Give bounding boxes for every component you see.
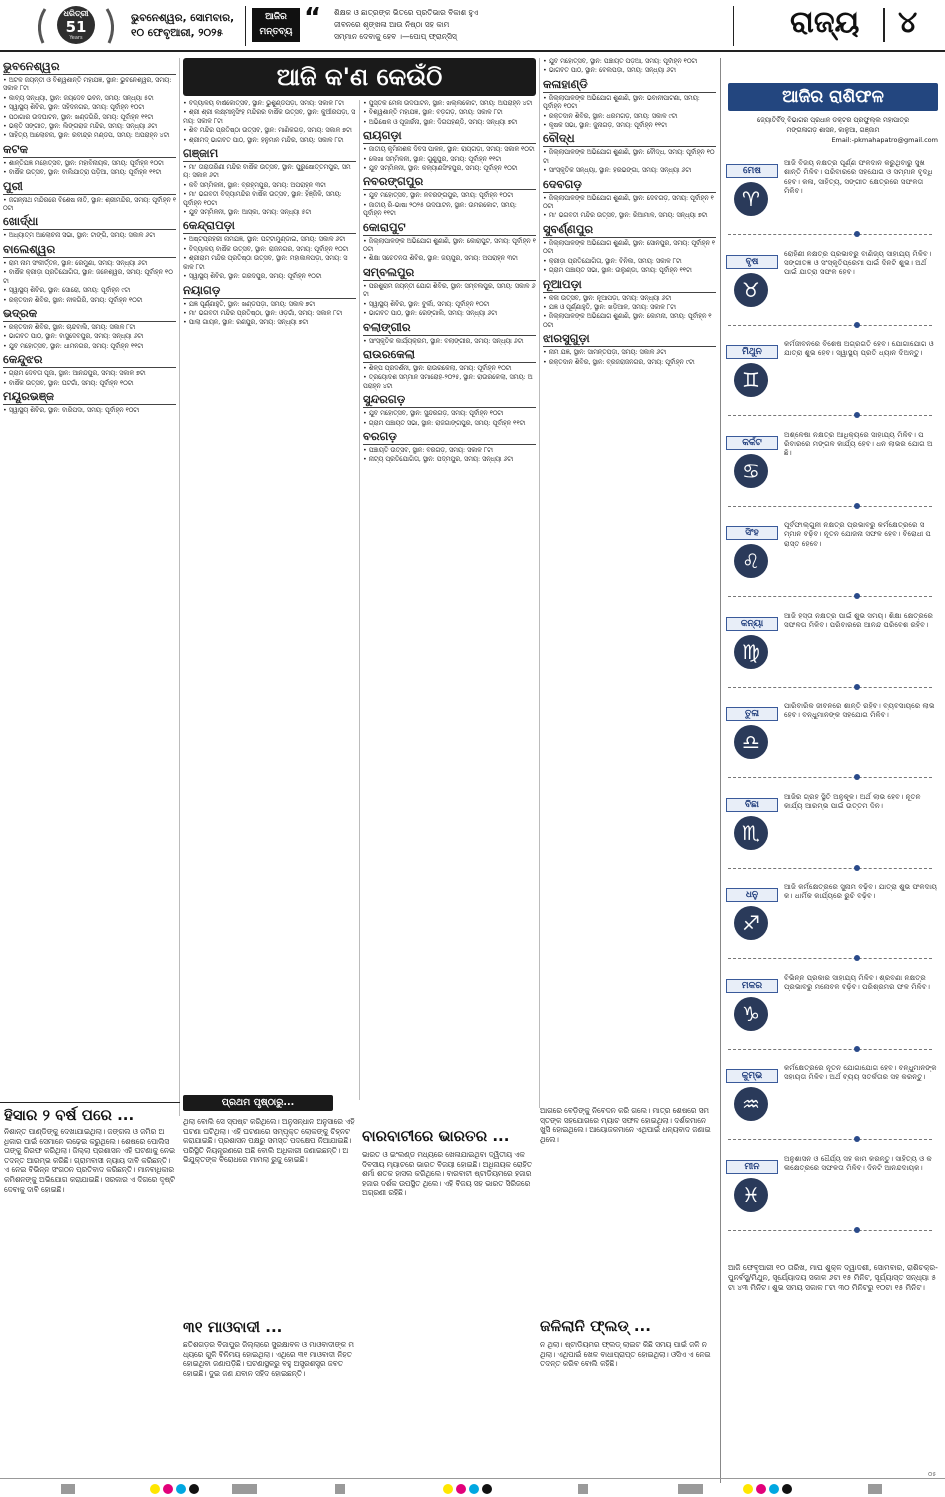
quote-mark-icon: “ <box>304 3 322 33</box>
events-banner <box>183 58 536 96</box>
zodiac-11-icon: ♒ <box>734 1087 768 1121</box>
district-heading: ଗଞ୍ଜାମ <box>183 146 219 161</box>
sign-name-label: ମୀନ <box>726 1160 778 1174</box>
district-underline <box>543 146 716 147</box>
sign-forecast-text: ଆଜିର ଗ୍ରହ ସ୍ଥିତି ଅନୁକୂଳ। ଅର୍ଥ ଲାଭ ହେବ। ନୂତନ କାର୍ଯ୍ୟ ଆରମ୍ଭ ପାଇଁ ଉତ୍ତମ ଦିନ। <box>784 791 921 810</box>
separator-dot <box>854 322 860 328</box>
event-item: • ନାଟ୍ୟ ପ୍ରତିଯୋଗିତା, ସ୍ଥାନ: ପଦ୍ମପୁର, ସମୟ: ସନ୍ଧ୍ୟା ୬ଟା <box>363 456 514 464</box>
quote-tag-line2: ମନ୍ତବ୍ୟ <box>259 27 293 37</box>
district-heading: କୋରାପୁଟ <box>363 219 406 234</box>
event-item: • ଶିଳ୍ପ ପ୍ରଦର୍ଶନୀ, ସ୍ଥାନ: ରାଉରକେଲା, ସମୟ: ପୂର୍ବାହ୍ନ ୧୦ଟା <box>363 364 512 372</box>
event-item: • ବାର୍ଷିକ କ୍ରୀଡ଼ା ପ୍ରତିଯୋଗିତା, ସ୍ଥାନ: ଜଳେଶ୍ୱର, ସମୟ: ପୂର୍ବାହ୍ନ ୧୦ଟା <box>3 269 173 285</box>
separator-dot <box>854 593 860 599</box>
district-heading: ବୌଦ୍ଧ <box>543 131 575 146</box>
event-item: • ଗ୍ରାମ ପଞ୍ଚାୟତ ସଭା, ସ୍ଥାନ: ରାଜଗାଙ୍ଗପୁର, ସମୟ: ପୂର୍ବାହ୍ନ ୧୧ଟା <box>363 419 526 427</box>
far-right-body: ନ ଥିଲା। ଷ୍ଟାଡିୟମର ଫ୍ଲଡ୍ ଲାଇଟ କିଛି ସମୟ ପାଇଁ ଜଳି ନଥିଲା। ଏଥିପାଇଁ ଖେଳ ବାଧାପ୍ରାପ୍ତ ହୋଇଥିଲା। ଓସିଏ ଏ ନେଇ ତଦନ୍ତ କରିବ ବୋଲି କହିଛି। <box>540 1340 711 1369</box>
events-banner-title: ଆଜି କ'ଣ କେଉଁଠି <box>276 63 443 91</box>
event-item: • ଅଟଳ ଜୟନ୍ତୀ ଓ ବିଶ୍ୱଶାନ୍ତି ମହାଯଜ୍ଞ, ସ୍ଥାନ: ଭୁବନେଶ୍ୱର, ସମୟ: ସକାଳ ୮ଟା <box>3 77 172 93</box>
sign-name-label: ଧନୁ <box>726 888 778 902</box>
event-item: • କଳା ଉତ୍ସବ, ସ୍ଥାନ: ନୂଆପଡ଼ା, ସମୟ: ସନ୍ଧ୍ୟା ୬ଟା <box>543 294 672 302</box>
dateline-date: ୧୦ ଫେବୃଆରୀ, ୨୦୨୫ <box>131 27 223 39</box>
column-divider <box>179 58 180 1116</box>
color-swatch <box>482 1484 492 1494</box>
articles-rule <box>0 1102 180 1103</box>
horoscope-author-line2: ମଙ୍ଗଳାଗଡ଼ ଶାସନ, କାଳୁଆ, ଗଞ୍ଜାମ <box>786 126 880 134</box>
sign-separator <box>728 1049 932 1050</box>
sign-separator <box>728 325 932 326</box>
registration-block <box>335 1484 345 1494</box>
district-heading: କଳାହାଣ୍ଡି <box>543 76 588 91</box>
color-swatch <box>782 1484 792 1494</box>
separator-dot <box>854 865 860 871</box>
paper-name: ଧରିତ୍ରୀ <box>63 9 89 18</box>
color-swatch <box>163 1484 173 1494</box>
horoscope-title-text: ଆଜିର ରାଶିଫଳ <box>782 87 884 107</box>
event-item: • ବାର୍ଷିକ ଉତ୍ସବ, ସ୍ଥାନ: ଘଟଗାଁ, ସମୟ: ପୂର୍ବାହ୍ନ ୧୦ଟା <box>3 379 134 387</box>
zodiac-4-icon: ♋ <box>734 454 768 488</box>
event-item: • ସାହିତ୍ୟ ଆଲୋଚନା, ସ୍ଥାନ: ରବୀନ୍ଦ୍ର ମଣ୍ଡପ, ସମୟ: ଅପରାହ୍ନ ୪ଟା <box>3 132 170 140</box>
separator-dot <box>854 231 860 237</box>
center-article-body: ଛତିଶଗଡ଼ର ବିଜାପୁର ଜିଲ୍ଲାରେ ସୁରକ୍ଷାବଳ ଓ ମାଓବାଦୀଙ୍କ ମଧ୍ୟରେ ଗୁଳି ବିନିମୟ ହୋଇଥିଲା। ଏଥିରେ ୩୧ ମାଓବାଦୀ ନିହତ ହୋଇଥିବା ଜଣାପଡ଼ିଛି। ଘଟଣାସ୍ଥଳରୁ ବହୁ ଅସ୍ତ୍ରଶସ୍ତ୍ର ଜବତ ହୋଇଛି। ଦୁଇ ଜଣ ଯବାନ ସହିଦ ହୋଇଛନ୍ତି। <box>183 1340 354 1378</box>
district-heading: ଦେବଗଡ଼ <box>543 176 582 191</box>
continued-tag <box>183 1095 333 1111</box>
event-item: • ଜିଲ୍ଲାପାଳଙ୍କ ଅଭିଯୋଗ ଶୁଣାଣି, ସ୍ଥାନ: ଦେବଗଡ଼, ସମୟ: ପୂର୍ବାହ୍ନ ୧୦ଟା <box>543 194 714 211</box>
event-item: • ରକ୍ତଦାନ ଶିବିର, ସ୍ଥାନ: ଚାନ୍ଦବାଲି, ସମୟ: ସକାଳ ୮ଟା <box>3 323 136 331</box>
quote-line3: ସମ୍ମାନ ଦେବାକୁ ହେବ ।—ପୋପ୍ ଫ୍ରାନ୍ସିସ୍ <box>334 32 457 41</box>
sign-forecast-text: ରୋହିଣୀ ନକ୍ଷତ୍ର ପ୍ରଭାବରୁ ବାଣିଜ୍ୟ ସାହାଯ୍ୟ ମିଳିବ। ସଙ୍ଗୀତଜ୍ଞ ଓ ସଂସ୍କୃତିପ୍ରେମୀ ପାଇଁ ଦିନଟି ଶୁଭ। ଅର୍ଥ ପାଇଁ ଯାତ୍ରା ସଫଳ ହେବ। <box>784 248 932 277</box>
sign-forecast-text: ପାରିବାରିକ ଜୀବନରେ ଶାନ୍ତି ରହିବ। ବ୍ୟବସାୟରେ ଲାଭ ହେବ। ବନ୍ଧୁମାନଙ୍କ ସହଯୋଗ ମିଳିବ। <box>784 701 935 720</box>
right-article-body: ଭାରତ ଓ ଇଂଲଣ୍ଡ ମଧ୍ୟରେ ଖେଳାଯାଇଥିବା ଦ୍ୱିତୀୟ ଏକଦିବସୀୟ ମ୍ୟାଚରେ ଭାରତ ବିଜୟୀ ହୋଇଛି। ଅଧିନାୟକ ରୋହିତ ଶର୍ମା ଶତକ ହାସଲ କରିଥିଲେ। ବାରବାଟୀ ଷ୍ଟାଡିୟମରେ ହଜାର ହଜାର ଦର୍ଶକ ଉପସ୍ଥିତ ଥିଲେ। ଏହି ବିଜୟ ସହ ଭାରତ ସିରିଜରେ ଅଗ୍ରଣୀ ରହିଛି। <box>362 1150 533 1198</box>
event-item: • ବିଦ୍ୟାଳୟ ବାର୍ଷିକୋତ୍ସବ, ସ୍ଥାନ: ଭୁଶୁଣ୍ଡିପଡ଼ା, ସମୟ: ସକାଳ ୮ଟା <box>183 100 344 107</box>
column-divider <box>539 58 540 1108</box>
event-item: • ପୁସ୍ତକ ମେଳା ଉଦଘାଟନ, ସ୍ଥାନ: ଖଲ୍ଲିକୋଟ, ସମୟ: ଅପରାହ୍ନ ୪ଟା <box>363 100 533 107</box>
event-item: • ଶ୍ରୀରାମ ମନ୍ଦିର ପ୍ରତିଷ୍ଠା ଉତ୍ସବ, ସ୍ଥାନ: ମହାକାଳପଡ଼ା, ସମୟ: ସକାଳ ୮ଟା <box>183 255 348 271</box>
separator-dot <box>854 955 860 961</box>
color-swatch <box>743 1484 753 1494</box>
sign-name-label: ମେଷ <box>726 164 778 178</box>
masthead <box>0 0 945 50</box>
district-heading: ଝାରସୁଗୁଡ଼ା <box>543 331 590 346</box>
event-item: • କ୍ରୀଡ଼ା ପ୍ରତିଯୋଗିତା, ସ୍ଥାନ: ବିନିକା, ସମୟ: ସକାଳ ୮ଟା <box>543 257 682 265</box>
left-article-body: ନିଶାନ୍ତ ପାଣ୍ଡିଙ୍କୁ ଦେଖାଯାଇଥିଲା। ଜଙ୍ଗଲ ଓ ଜମିର ଅଧିକାର ପାଇଁ ସେମାନେ ଲଢ଼େଇ କରୁଥିଲେ। ଶେଷରେ ପୋଲିସ ତାଙ୍କୁ ଗିରଫ କରିଥିଲା। ଜିଲ୍ଲା ପ୍ରଶାସନ ଏହି ଘଟଣାକୁ ନେଇ ତଦନ୍ତ ଆରମ୍ଭ କରିଛି। ଗ୍ରାମବାସୀ ନ୍ୟାୟ ଦାବି କରିଛନ୍ତି। ଏ ନେଇ ବିଭିନ୍ନ ସଂଗଠନ ପ୍ରତିବାଦ କରିଛନ୍ତି। ମାନବାଧିକାର କମିଶନଙ୍କୁ ଅଭିଯୋଗ କରାଯାଇଛି। ସରକାର ଏ ଦିଗରେ ଦୃଷ୍ଟି ଦେବାକୁ ଦାବି ହୋଇଛି। <box>4 1127 175 1194</box>
event-item: • ଭାଗବତ ପାଠ, ସ୍ଥାନ: ବାସୁଦେବପୁର, ସମୟ: ସନ୍ଧ୍ୟା ୬ଟା <box>3 333 144 341</box>
district-heading: ମୟୂରଭଞ୍ଜ <box>3 388 54 403</box>
quote-line2: ଜୀବନରେ ଶୃଙ୍ଖଳା ଆଉ ନିଷ୍ଠା ସହ କାମ <box>334 20 450 29</box>
district-underline <box>3 404 176 405</box>
sign-forecast-text: ବିଭିନ୍ନ ପ୍ରକାର ସାହାଯ୍ୟ ମିଳିବ। ଶ୍ରବଣା ନକ୍ଷତ୍ର ପ୍ରଭାବରୁ ମନୋବଳ ବଢ଼ିବ। ପରିଶ୍ରମର ଫଳ ମିଳିବ। <box>784 972 930 991</box>
district-underline <box>363 280 536 281</box>
color-swatch <box>176 1484 186 1494</box>
color-swatch <box>769 1484 779 1494</box>
district-heading: ଭଦ୍ରକ <box>3 305 38 320</box>
horoscope-divider <box>720 58 721 1483</box>
event-item: • ମା' ତାରାତାରିଣୀ ମନ୍ଦିର ବାର୍ଷିକ ଉତ୍ସବ, ସ୍ଥାନ: ପୁରୁଷୋତ୍ତମପୁର, ସମୟ: ସକାଳ ୬ଟା <box>183 164 351 180</box>
sign-separator <box>728 777 932 778</box>
section-title: ରାଜ୍ୟ <box>790 5 860 40</box>
district-underline <box>543 192 716 193</box>
far-right-top-body: ଆଗରେ ବେଡ଼ିଙ୍କୁ ନିବେଦନ କରି ଗଲେ। ମାତ୍ର ଶେଷରେ ସମସ୍ତଙ୍କ ସହଯୋଗରେ ମ୍ୟାଚ ସଫଳ ହୋଇଥିଲା। ଦର୍ଶକମାନେ ଖୁସି ହୋଇଥିଲେ। ଆୟୋଜକମାନେ ଏଥିପାଇଁ ଧନ୍ୟବାଦ ଜଣାଇଥିଲେ। <box>540 1106 711 1144</box>
event-item: • ଶାନ୍ତିଯଜ୍ଞ ମହୋତ୍ସବ, ସ୍ଥାନ: ମହାବିନାୟକ, ସମୟ: ପୂର୍ବାହ୍ନ ୧୦ଟା <box>3 159 164 167</box>
district-underline <box>543 237 716 238</box>
event-item: • ନାମ ଯଜ୍ଞ, ସ୍ଥାନ: ସାମନ୍ତପଡ଼ା, ସମୟ: ସକାଳ ୬ଟା <box>543 349 667 357</box>
zodiac-6-icon: ♍ <box>734 635 768 669</box>
district-underline <box>543 346 716 347</box>
dateline-place: ଭୁବନେଶ୍ୱର, ସୋମବାର, <box>131 12 235 24</box>
event-item: • ଭାଗବତ ପାଠ, ସ୍ଥାନ: ରେଙ୍ଗାଲି, ସମୟ: ସନ୍ଧ୍ୟା ୬ଟା <box>363 310 498 318</box>
sign-name-label: କର୍କଟ <box>726 436 778 450</box>
event-item: • ସାଂସ୍କୃତିକ ସନ୍ଧ୍ୟା, ସ୍ଥାନ: ହରଭଙ୍ଗା, ସମୟ: ସନ୍ଧ୍ୟା ୬ଟା <box>543 167 692 175</box>
event-item: • ବିଶ୍ୱଶାନ୍ତି ମହାଯଜ୍ଞ, ସ୍ଥାନ: ବଡ଼ଗଡ଼, ସମୟ: ସକାଳ ୮ଟା <box>363 109 503 117</box>
events-column-1 <box>3 58 176 1116</box>
sign-name-label: କୁମ୍ଭ <box>726 1069 778 1083</box>
event-item: • ପଞ୍ଚାୟତି ଉତ୍ସବ, ସ୍ଥାନ: ବରଗଡ଼, ସମୟ: ସକାଳ ୮ଟା <box>363 446 493 454</box>
district-heading: ରାଉରକେଲା <box>363 346 415 361</box>
years-number: 51 <box>65 18 87 36</box>
zodiac-12-icon: ♓ <box>734 1178 768 1212</box>
zodiac-5-icon: ♌ <box>734 544 768 578</box>
color-swatch <box>443 1484 453 1494</box>
sign-separator <box>728 415 932 416</box>
event-item: • ଶିକ୍ଷା ସଚେତନତା ଶିବିର, ସ୍ଥାନ: ଜୟପୁର, ସମୟ: ଅପରାହ୍ନ ୩ଟା <box>363 255 518 263</box>
district-heading: କେନ୍ଦ୍ରାପଡ଼ା <box>183 218 235 233</box>
event-item: • ଯୁବ ମହୋତ୍ସବ, ସ୍ଥାନ: ପଞ୍ଚାୟତ ପଡ଼ିଆ, ସମୟ: ପୂର୍ବାହ୍ନ ୧୦ଟା <box>543 58 698 65</box>
center-top-body: ଥିଲା ବୋଲି ସେ ସ୍ପଷ୍ଟ କରିଥିଲେ। ଅନୁସନ୍ଧାନ ଅନୁସାରେ ଏହି ଘଟଣା ଘଟିଥିଲା। ଏହି ଘଟଣାରେ ସମ୍ପୃକ୍ତ ଲୋକଙ୍କୁ ଚିହ୍ନଟ କରାଯାଇଛି। ପ୍ରଶାସନ ପକ୍ଷରୁ ସମସ୍ତ ପଦକ୍ଷେପ ନିଆଯାଇଛି। ପରିସ୍ଥିତି ନିୟନ୍ତ୍ରଣରେ ଅଛି ବୋଲି ଅଧିକାରୀ ଜଣାଇଛନ୍ତି। ଅଭିଯୁକ୍ତଙ୍କ ବିରୋଧରେ ମାମଲା ରୁଜୁ ହୋଇଛି। <box>183 1117 355 1165</box>
district-underline <box>363 189 536 190</box>
district-underline <box>363 362 536 363</box>
event-item: • ମା' ଭଗବତୀ ବିଦ୍ୟାମନ୍ଦିର ବାର୍ଷିକ ଉତ୍ସବ, ସ୍ଥାନ: ହିଞ୍ଜିଳି, ସମୟ: ପୂର୍ବାହ୍ନ ୧୦ଟା <box>183 191 342 207</box>
page-code: ୦୫ <box>928 1471 937 1478</box>
event-item: • ରକ୍ତଦାନ ଶିବିର, ସ୍ଥାନ: ବ୍ରଜରାଜନଗର, ସମୟ: ପୂର୍ବାହ୍ନ ୯ଟା <box>543 358 695 366</box>
district-heading: ନୂଆପଡ଼ା <box>543 276 582 291</box>
sign-separator <box>728 868 932 869</box>
event-item: • ଶିବ ମନ୍ଦିର ପ୍ରତିଷ୍ଠା ଉତ୍ସବ, ସ୍ଥାନ: ମାଣିକଗଡ଼, ସମୟ: ସକାଳ ୭ଟା <box>183 127 352 135</box>
district-underline <box>183 298 356 299</box>
far-right-headline: ଜଳିଲାନି ଫ୍ଲଡ୍ ... <box>540 1317 651 1335</box>
sign-name-label: ବିଛା <box>726 798 778 812</box>
zodiac-3-icon: ♊ <box>734 363 768 397</box>
event-item: • ଅଧ୍ୟାତ୍ମ ଆଲୋଚନା ସଭା, ସ୍ଥାନ: ଟାଙ୍ଗି, ସମୟ: ସକାଳ ୬ଟା <box>3 232 156 240</box>
district-underline <box>183 233 356 234</box>
event-item: • କବି ସମ୍ମିଳନୀ, ସ୍ଥାନ: ବ୍ରହ୍ମପୁର, ସମୟ: ଅପରାହ୍ନ ୩ଟା <box>183 181 326 189</box>
event-item: • ଶ୍ରୀ ଶ୍ରୀ ଲକ୍ଷ୍ମୀନୃସିଂହ ମନ୍ଦିରର ବାର୍ଷିକ ଉତ୍ସବ, ସ୍ଥାନ: କୁଆଁରପଡ଼ା, ସମୟ: ସକାଳ ୮ଟା <box>183 109 356 125</box>
sign-forecast-text: ଆଜି ହସ୍ତା ନକ୍ଷତ୍ର ପାଇଁ ଶୁଭ ସମୟ। ଶିକ୍ଷା କ୍ଷେତ୍ରରେ ସଫଳତା ମିଳିବ। ପରିବାରରେ ଆନନ୍ଦ ପରିବେଶ ରହିବ। <box>784 610 933 629</box>
event-item: • ଜାତୀୟ କୃମିନାଶକ ଦିବସ ପାଳନ, ସ୍ଥାନ: ରାୟଗଡ଼ା, ସମୟ: ସକାଳ ୧୦ଟା <box>363 146 535 154</box>
quote-line1: ଶିକ୍ଷକ ଓ ଛାତ୍ରଙ୍କ ଭିତରେ ପ୍ରତିଭାର ବିକାଶ ହୁଏ <box>334 8 479 17</box>
masthead-divider <box>245 6 246 46</box>
separator-dot <box>854 1136 860 1142</box>
zodiac-8-icon: ♏ <box>734 816 768 850</box>
continued-tag-text: ପ୍ରଥମ ପୃଷ୍ଠାରୁ... <box>221 1097 295 1108</box>
event-item: • ଯଜ୍ଞ ପୂର୍ଣ୍ଣାହୁତି, ସ୍ଥାନ: ଖଣ୍ଡପଡ଼ା, ସମୟ: ସକାଳ ୭ଟା <box>183 300 316 308</box>
district-heading: ବାଲେଶ୍ୱର <box>3 241 56 256</box>
center-article-headline: ୩୧ ମାଓବାଦୀ ... <box>183 1318 283 1336</box>
registration-block <box>868 1484 882 1494</box>
color-swatch <box>456 1484 466 1494</box>
event-item: • ରାମ ନାମ ସଂକୀର୍ତ୍ତନ, ସ୍ଥାନ: ରେମୁଣା, ସମୟ: ସନ୍ଧ୍ୟା ୬ଟା <box>3 259 148 267</box>
event-item: • ଯୁବ ମହୋତ୍ସବ, ସ୍ଥାନ: ଧାମନଗର, ସମୟ: ପୂର୍ବାହ୍ନ ୧୧ଟା <box>3 342 144 350</box>
event-item: • ଭକ୍ତି ସଙ୍ଗୀତ, ସ୍ଥାନ: ଲିଙ୍ଗରାଜ ମନ୍ଦିର, ସମୟ: ସନ୍ଧ୍ୟା ୬ଟା <box>3 123 158 131</box>
left-article-headline: ହିସାର ୨ ବର୍ଷ ପରେ ... <box>4 1106 135 1124</box>
event-item: • ଭାଗବତ ପାଠ, ସ୍ଥାନ: ବେଲପଡ଼ା, ସମୟ: ସନ୍ଧ୍ୟା ୬ଟା <box>543 67 676 75</box>
event-item: • ଯୁବ ମହୋତ୍ସବ, ସ୍ଥାନ: ସୁନ୍ଦରଗଡ଼, ସମୟ: ପୂର୍ବାହ୍ନ ୧୦ଟା <box>363 410 504 418</box>
footer-rule <box>0 1478 945 1479</box>
zodiac-1-icon: ♈ <box>734 182 768 216</box>
separator-dot <box>854 412 860 418</box>
horoscope-email: Email:-pkmahapatro@gmail.com <box>831 136 938 144</box>
district-underline <box>363 335 536 336</box>
separator-dot <box>854 774 860 780</box>
zodiac-9-icon: ♐ <box>734 906 768 940</box>
district-underline <box>183 161 356 162</box>
registration-block <box>232 1484 257 1494</box>
event-item: • ବାର୍ଷିକ ଉତ୍ସବ, ସ୍ଥାନ: ବାଲିଯାତ୍ରା ପଡ଼ିଆ, ସମୟ: ପୂର୍ବାହ୍ନ ୧୧ଟା <box>3 169 162 177</box>
event-item: • ପଠାଗାର ଉଦଘାଟନ, ସ୍ଥାନ: ଖଣ୍ଡଗିରି, ସମୟ: ପୂର୍ବାହ୍ନ ୧୧ଟା <box>3 113 154 121</box>
logo-emblem <box>33 3 119 47</box>
district-heading: କଟକ <box>3 141 28 156</box>
sign-forecast-text: ଅଶ୍ଳେଷା ନକ୍ଷତ୍ର ଆଧିକ୍ୟରେ ସାହାଯ୍ୟ ମିଳିବ। ପରିବାରରେ ମଙ୍ଗଳ କାର୍ଯ୍ୟ ହେବ। ଧନ ଲାଭର ଯୋଗ ଅଛି। <box>784 429 933 458</box>
event-item: • ଜିଲ୍ଲାପାଳଙ୍କ ଅଭିଯୋଗ ଶୁଣାଣି, ସ୍ଥାନ: ବୌଦ୍ଧ, ସମୟ: ପୂର୍ବାହ୍ନ ୧୦ଟା <box>543 149 715 165</box>
district-heading: ରାୟଗଡ଼ା <box>363 128 402 143</box>
event-item: • ରକ୍ତଦାନ ଶିବିର, ସ୍ଥାନ: ନୀଳଗିରି, ସମୟ: ପୂର୍ବାହ୍ନ ୧୦ଟା <box>3 296 143 304</box>
sign-name-label: ବୃଷ <box>726 255 778 269</box>
event-item: • ସ୍ୱାସ୍ଥ୍ୟ ଶିବିର, ସ୍ଥାନ: ଗରଦପୁର, ସମୟ: ପୂର୍ବାହ୍ନ ୧୦ଟା <box>183 273 322 281</box>
sign-separator <box>728 958 932 959</box>
sign-separator <box>728 596 932 597</box>
district-underline <box>3 321 176 322</box>
event-item: • ସ୍ୱାସ୍ଥ୍ୟ ଶିବିର, ସ୍ଥାନ: ସହିଦନଗର, ସମୟ: ପୂର୍ବାହ୍ନ ୧୦ଟା <box>3 104 145 112</box>
color-swatch <box>756 1484 766 1494</box>
event-item: • ସ୍ୱାସ୍ଥ୍ୟ ଶିବିର, ସ୍ଥାନ: ସୋରୋ, ସମୟ: ପୂର୍ବାହ୍ନ ୯ଟା <box>3 287 131 295</box>
column-divider <box>359 100 360 1100</box>
zodiac-2-icon: ♉ <box>734 273 768 307</box>
district-heading: ବରଗଡ଼ <box>363 428 397 443</box>
quote-tag <box>252 8 300 42</box>
quote-tag-line1: ଆଜିର <box>265 12 287 22</box>
separator-dot <box>854 1046 860 1052</box>
district-underline <box>3 257 176 258</box>
event-item: • ଲେଖା ସମ୍ମିଳନୀ, ସ୍ଥାନ: ଗୁଣୁପୁର, ସମୟ: ପୂର୍ବାହ୍ନ ୧୧ଟା <box>363 155 502 163</box>
district-underline <box>363 143 536 144</box>
masthead-divider-right <box>733 6 734 46</box>
sign-forecast-text: କର୍ମଜୀବନରେ ବିଶେଷ ଅଗ୍ରଗତି ହେବ। ଯୋଗାଯୋଗ ଓ ଯାତ୍ରା ଶୁଭ ହେବ। ସ୍ୱାସ୍ଥ୍ୟ ପ୍ରତି ଧ୍ୟାନ ଦିଅନ୍ତୁ। <box>784 339 934 358</box>
color-swatch <box>150 1484 160 1494</box>
event-item: • କାବ୍ୟ ସନ୍ଧ୍ୟା, ସ୍ଥାନ: ଜୟଦେବ ଭବନ, ସମୟ: ସନ୍ଧ୍ୟା ୫ଟା <box>3 94 154 102</box>
event-item: • ସାଂସ୍କୃତିକ କାର୍ଯ୍ୟକ୍ରମ, ସ୍ଥାନ: ବଲାଙ୍ଗୀର, ସମୟ: ସନ୍ଧ୍ୟା ୬ଟା <box>363 337 524 345</box>
district-underline <box>543 92 716 93</box>
registration-block <box>61 1484 75 1494</box>
registration-block <box>578 1484 588 1494</box>
right-article-headline: ବାରବାଟୀରେ ଭାରତର ... <box>362 1127 510 1145</box>
event-item: • ଶ୍ରୀମଦ୍ ଭାଗବତ ପାଠ, ସ୍ଥାନ: ହନୁମାନ ମନ୍ଦିର, ସମୟ: ସକାଳ ୮ଟା <box>183 136 344 144</box>
event-item: • ଜଗନ୍ନାଥ ମନ୍ଦିରରେ ବିଶେଷ ନୀତି, ସ୍ଥାନ: ଶ୍ରୀମନ୍ଦିର, ସମୟ: ପୂର୍ବାହ୍ନ ୧୦ଟା <box>3 196 176 213</box>
event-item: • ଜାତୀୟ ରି-ଭାଷା ୨୦୨୫ ଉଦଘାଟନ, ସ୍ଥାନ: ଉମରକୋଟ, ସମୟ: ପୂର୍ବାହ୍ନ ୧୧ଟା <box>363 201 517 218</box>
sign-name-label: କନ୍ୟା <box>726 617 778 631</box>
sign-forecast-text: ପୂର୍ବଫାଲ୍ଗୁନୀ ନକ୍ଷତ୍ର ପ୍ରଭାବରୁ କର୍ମକ୍ଷେତ୍ରରେ ସମ୍ମାନ ବଢ଼ିବ। ନୂତନ ଯୋଜନା ସଫଳ ହେବ। ବିରୋଧୀ ପରାସ୍ତ ହେବେ। <box>784 520 931 548</box>
district-underline <box>3 157 176 158</box>
event-item: • ଗ୍ରାମ ଦେବତା ପୂଜା, ସ୍ଥାନ: ଆନନ୍ଦପୁର, ସମୟ: ସକାଳ ୭ଟା <box>3 370 146 378</box>
horoscope-author-line1: ଜ୍ୟୋତିର୍ବିଦ୍ ବିଭାଗର ପ୍ରଧାନ ଡକ୍ଟର ପ୍ରଫୁଲ୍ଲ ମହାପାତ୍ର <box>757 116 909 124</box>
color-swatch <box>469 1484 479 1494</box>
separator-dot <box>854 503 860 509</box>
horoscope-title <box>728 83 938 111</box>
events-column-3 <box>363 100 536 1105</box>
district-underline <box>3 229 176 230</box>
event-item: • ରକ୍ତଦାନ ଶିବିର, ସ୍ଥାନ: ଧରମଗଡ଼, ସମୟ: ସକାଳ ୯ଟା <box>543 112 678 120</box>
district-heading: ବଲାଙ୍ଗୀର <box>363 319 411 334</box>
sign-separator <box>728 234 932 235</box>
page-number: ୪ <box>898 5 918 40</box>
event-item: • ମା' ଭଗବତୀ ମନ୍ଦିର ପ୍ରତିଷ୍ଠା, ସ୍ଥାନ: ଓଡ଼ଗାଁ, ସମୟ: ସକାଳ ୮ଟା <box>183 309 343 317</box>
registration-block <box>678 1484 703 1494</box>
district-heading: ସୁନ୍ଦରଗଡ଼ <box>363 392 406 407</box>
sign-separator <box>728 1139 932 1140</box>
sign-forecast-text: ଅନୁଶାସନ ଓ ଧୈର୍ଯ୍ୟ ସହ କାମ କରନ୍ତୁ। ସାହିତ୍ୟ ଓ କଳାକ୍ଷେତ୍ରରେ ସଫଳତା ମିଳିବ। ଦିନଟି ଆନନ୍ଦଦାୟକ। <box>784 1153 932 1172</box>
event-item: • ମା' ଭଗବତୀ ମନ୍ଦିର ଉତ୍ସବ, ସ୍ଥାନ: ରିଆମାଳ, ସମୟ: ସନ୍ଧ୍ୟା ୭ଟା <box>543 212 708 220</box>
masthead-rule <box>0 50 945 52</box>
separator-dot <box>854 1227 860 1233</box>
sign-separator <box>728 687 932 688</box>
district-underline <box>363 444 536 445</box>
horoscope-signs <box>724 150 940 1235</box>
event-item: • କୃଷକ ସଭା, ସ୍ଥାନ: ଜୁନାଗଡ଼, ସମୟ: ପୂର୍ବାହ୍ନ ୧୧ଟା <box>543 122 667 130</box>
event-item: • ସ୍ୱାସ୍ଥ୍ୟ ଶିବିର, ସ୍ଥାନ: ବୁର୍ଲା, ସମୟ: ପୂର୍ବାହ୍ନ ୧୦ଟା <box>363 300 490 308</box>
district-underline <box>543 292 716 293</box>
event-item: • ଜିଲ୍ଲାପାଳଙ୍କ ଅଭିଯୋଗ ଶୁଣାଣି, ସ୍ଥାନ: କୋମନା, ସମୟ: ପୂର୍ବାହ୍ନ ୧୦ଟା <box>543 313 712 329</box>
district-underline <box>363 407 536 408</box>
sign-name-label: ସିଂହ <box>726 526 778 540</box>
color-swatch <box>189 1484 199 1494</box>
event-item: • ପରଶୁରାମ ଜୟନ୍ତୀ ଯୋଗ ଶିବିର, ସ୍ଥାନ: ସମ୍ବଲପୁର, ସମୟ: ସକାଳ ୬ଟା <box>363 282 536 299</box>
district-underline <box>3 74 176 75</box>
event-item: • ବିଦ୍ୟାଳୟ ବାର୍ଷିକ ଉତ୍ସବ, ସ୍ଥାନ: ରାଜନଗର, ସମୟ: ପୂର୍ବାହ୍ନ ୧୦ଟା <box>183 245 349 253</box>
sign-separator <box>728 506 932 507</box>
district-heading: ସମ୍ବଲପୁର <box>363 264 415 279</box>
years-label: Years <box>69 35 83 41</box>
event-item: • ଯୁବ ସମ୍ମିଳନୀ, ସ୍ଥାନ: କଳ୍ୟାଣସିଂହପୁର, ସମୟ: ପୂର୍ବାହ୍ନ ୧୦ଟା <box>363 165 518 173</box>
event-item: • ଜିଲ୍ଲାପାଳଙ୍କ ଅଭିଯୋଗ ଶୁଣାଣି, ସ୍ଥାନ: ସୋନପୁର, ସମୟ: ପୂର୍ବାହ୍ନ ୧୦ଟା <box>543 239 716 256</box>
event-item: • ଅଷ୍ଟପ୍ରହରୀ ନାମଯଜ୍ଞ, ସ୍ଥାନ: ପଟ୍ଟାମୁଣ୍ଡାଇ, ସମୟ: ସକାଳ ୬ଟା <box>183 236 346 244</box>
events-column-2 <box>183 100 356 1105</box>
sign-name-label: ମିଥୁନ <box>726 345 778 359</box>
event-item: • ପାଲା ଗାୟନ, ସ୍ଥାନ: ରଣପୁର, ସମୟ: ସନ୍ଧ୍ୟା ୭ଟା <box>183 319 309 327</box>
sign-forecast-text: ଆଜି ବିଜୟ ନକ୍ଷତ୍ର ପୂର୍ଣ୍ଣ ଫଳଦାନ କରୁଥିବାରୁ ସୁଖ ଶାନ୍ତି ମିଳିବ। ପରିବାରରେ ସହଯୋଗ ଓ ସମ୍ମାନ ବୃଦ୍ଧି ହେବ। କଳା, ସାହିତ୍ୟ, ସଙ୍ଗୀତ କ୍ଷେତ୍ରରେ ସଫଳତା ମିଳିବ। <box>784 158 933 196</box>
zodiac-7-icon: ♎ <box>734 725 768 759</box>
panjika-text: ଆଜି ଫେବୃଆରୀ ୧୦ ତାରିଖ, ମାଘ ଶୁକ୍ଳ ଦ୍ୱାଦଶୀ, ସୋମବାର, ରାଶିଚକ୍ର-ପୁନର୍ବସୁ/ମିଥୁନ, ସୂର୍ଯ୍ୟୋଦୟ ସକାଳ ୬ଟା ୧୫ ମିନିଟ, ସୂର୍ଯ୍ୟାସ୍ତ ସନ୍ଧ୍ୟା ୫ଟା ୪୩ ମିନିଟ। ଶୁଭ ସମୟ ସକାଳ ୮ଟା ୩୦ ମିନିଟରୁ ୧୦ଟା ୧୫ ମିନିଟ। <box>728 1263 938 1292</box>
event-item: • ଯୁବ ମହୋତ୍ସବ, ସ୍ଥାନ: ନବରଙ୍ଗପୁର, ସମୟ: ପୂର୍ବାହ୍ନ ୧୦ଟା <box>363 192 514 200</box>
separator-dot <box>854 684 860 690</box>
district-heading: ନବରଙ୍ଗପୁର <box>363 174 424 189</box>
event-item: • ଗ୍ରାମ ପଞ୍ଚାୟତ ସଭା, ସ୍ଥାନ: ଉଲୁଣ୍ଡା, ସମୟ: ପୂର୍ବାହ୍ନ ୧୧ଟା <box>543 267 692 275</box>
district-underline <box>363 235 536 236</box>
events-column-4 <box>543 58 716 1108</box>
district-underline <box>3 367 176 368</box>
event-item: • ତ୍ରୟୋଦଶ ସମ୍ମାନ ସମାରୋହ-୨୦୨୫, ସ୍ଥାନ: ରାଉରକେଲା, ସମୟ: ଅପରାହ୍ନ ୪ଟା <box>363 374 533 390</box>
district-heading: ଖୋର୍ଦ୍ଧା <box>3 214 39 229</box>
event-item: • ଯଜ୍ଞ ଓ ପୂର୍ଣ୍ଣାହୁତି, ସ୍ଥାନ: ଖଡ଼ିଆଳ, ସମୟ: ସକାଳ ୮ଟା <box>543 303 676 311</box>
zodiac-10-icon: ♑ <box>734 997 768 1031</box>
sign-name-label: ମକର <box>726 979 778 993</box>
district-heading: ନୟାଗଡ଼ <box>183 282 221 297</box>
event-item: • ଜିଲ୍ଲାପାଳଙ୍କ ଅଭିଯୋଗ ଶୁଣାଣି, ସ୍ଥାନ: ଭବାନୀପାଟଣା, ସମୟ: ପୂର୍ବାହ୍ନ ୧୦ଟା <box>543 94 700 111</box>
sign-separator <box>728 1230 932 1231</box>
sign-forecast-text: ଆଜି କର୍ମକ୍ଷେତ୍ରରେ ସୁନାମ ବଢ଼ିବ। ଯାତ୍ରା ଶୁଭ ଫଳଦାୟକ। ଧାର୍ମିକ କାର୍ଯ୍ୟରେ ରୁଚି ବଢ଼ିବ। <box>784 882 938 901</box>
section-divider <box>883 8 885 42</box>
district-heading: ସୁବର୍ଣ୍ଣପୁର <box>543 221 594 236</box>
district-heading: ପୁରୀ <box>3 178 23 193</box>
district-heading: ଭୁବନେଶ୍ୱର <box>3 59 60 73</box>
district-underline <box>3 194 176 195</box>
event-item: • ଜିଲ୍ଲାପାଳଙ୍କ ଅଭିଯୋଗ ଶୁଣାଣି, ସ୍ଥାନ: କୋରାପୁଟ, ସମୟ: ପୂର୍ବାହ୍ନ ୧୦ଟା <box>363 237 536 254</box>
event-item: • ସ୍ୱାସ୍ଥ୍ୟ ଶିବିର, ସ୍ଥାନ: ବାରିପଦା, ସମୟ: ପୂର୍ବାହ୍ନ ୧୦ଟା <box>3 406 140 414</box>
event-item: • ଅଭିଷେକ ଓ ପୂଜାର୍ଚ୍ଚନା, ସ୍ଥାନ: ଦିଗପହଣ୍ଡି, ସମୟ: ସନ୍ଧ୍ୟା ୭ଟା <box>363 118 518 126</box>
event-item: • ଯୁବ ସମ୍ମିଳନୀ, ସ୍ଥାନ: ଆସ୍କା, ସମୟ: ସନ୍ଧ୍ୟା ୫ଟା <box>183 209 312 217</box>
sign-forecast-text: କର୍ମକ୍ଷେତ୍ରରେ ନୂତନ ଯୋଗାଯୋଗ ହେବ। ବନ୍ଧୁମାନଙ୍କ ସହାୟତା ମିଳିବ। ଅର୍ଥ ବ୍ୟୟ ସତର୍କତାର ସହ କରନ୍ତୁ। <box>784 1063 937 1082</box>
sign-name-label: ତୁଳା <box>726 707 778 721</box>
district-heading: କେନ୍ଦୁଝର <box>3 352 43 367</box>
